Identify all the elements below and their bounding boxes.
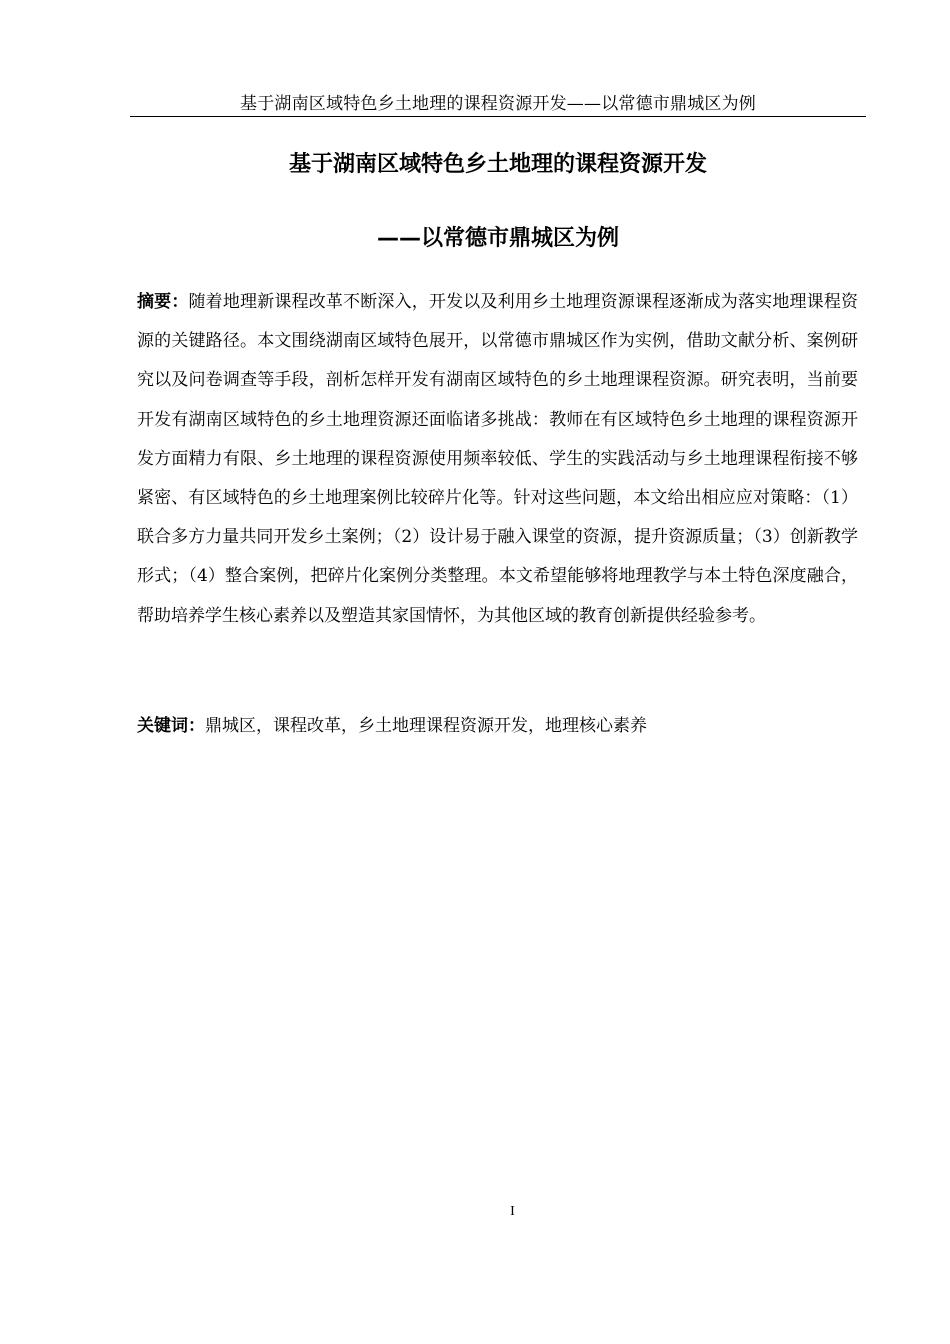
abstract-paragraph <box>137 283 858 636</box>
keywords-text: 鼎城区，课程改革，乡土地理课程资源开发，地理核心素养 <box>205 716 647 736</box>
paper-subtitle: ——以常德市鼎城区为例 <box>376 226 619 251</box>
keywords-label: 关键词： <box>137 716 205 736</box>
keywords-line <box>137 710 858 742</box>
header-rule <box>130 116 866 117</box>
running-header: 基于湖南区域特色乡土地理的课程资源开发——以常德市鼎城区为例 <box>240 94 756 114</box>
page-number: I <box>510 1204 515 1219</box>
abstract-label: 摘要： <box>137 292 189 312</box>
abstract-text: 随着地理新课程改革不断深入，开发以及利用乡土地理资源课程逐渐成为落实地理课程资源的关键路径。本文围绕湖南区域特色展开，以常德市鼎城区作为实例，借助文献分析、案例研究以及问卷调查等手段，剖析怎样开发有湖南区域特色的乡土地理课程资源。研究表明，当前要开发有湖南区域特色的乡土地理资源还面临诸多挑战：教师在有区域特色乡土地理的课程资源开发方面精力有限、乡土地理的课程资源使用频率较低、学生的实践活动与乡土地理课程衔接不够紧密、有区域特色的乡土地理案例比较碎片化等。针对这些问题，本文给出相应应对策略：（1）联合多方力量共同开发乡土案例；（2）设计易于融入课堂的资源，提升资源质量；（3）创新教学形式；（4）整合案例，把碎片化案例分类整理。本文希望能够将地理教学与本土特色深度融合，帮助培养学生核心素养以及塑造其家国情怀，为其他区域的教育创新提供经验参考。 <box>137 292 859 626</box>
paper-title: 基于湖南区域特色乡土地理的课程资源开发 <box>288 152 707 177</box>
